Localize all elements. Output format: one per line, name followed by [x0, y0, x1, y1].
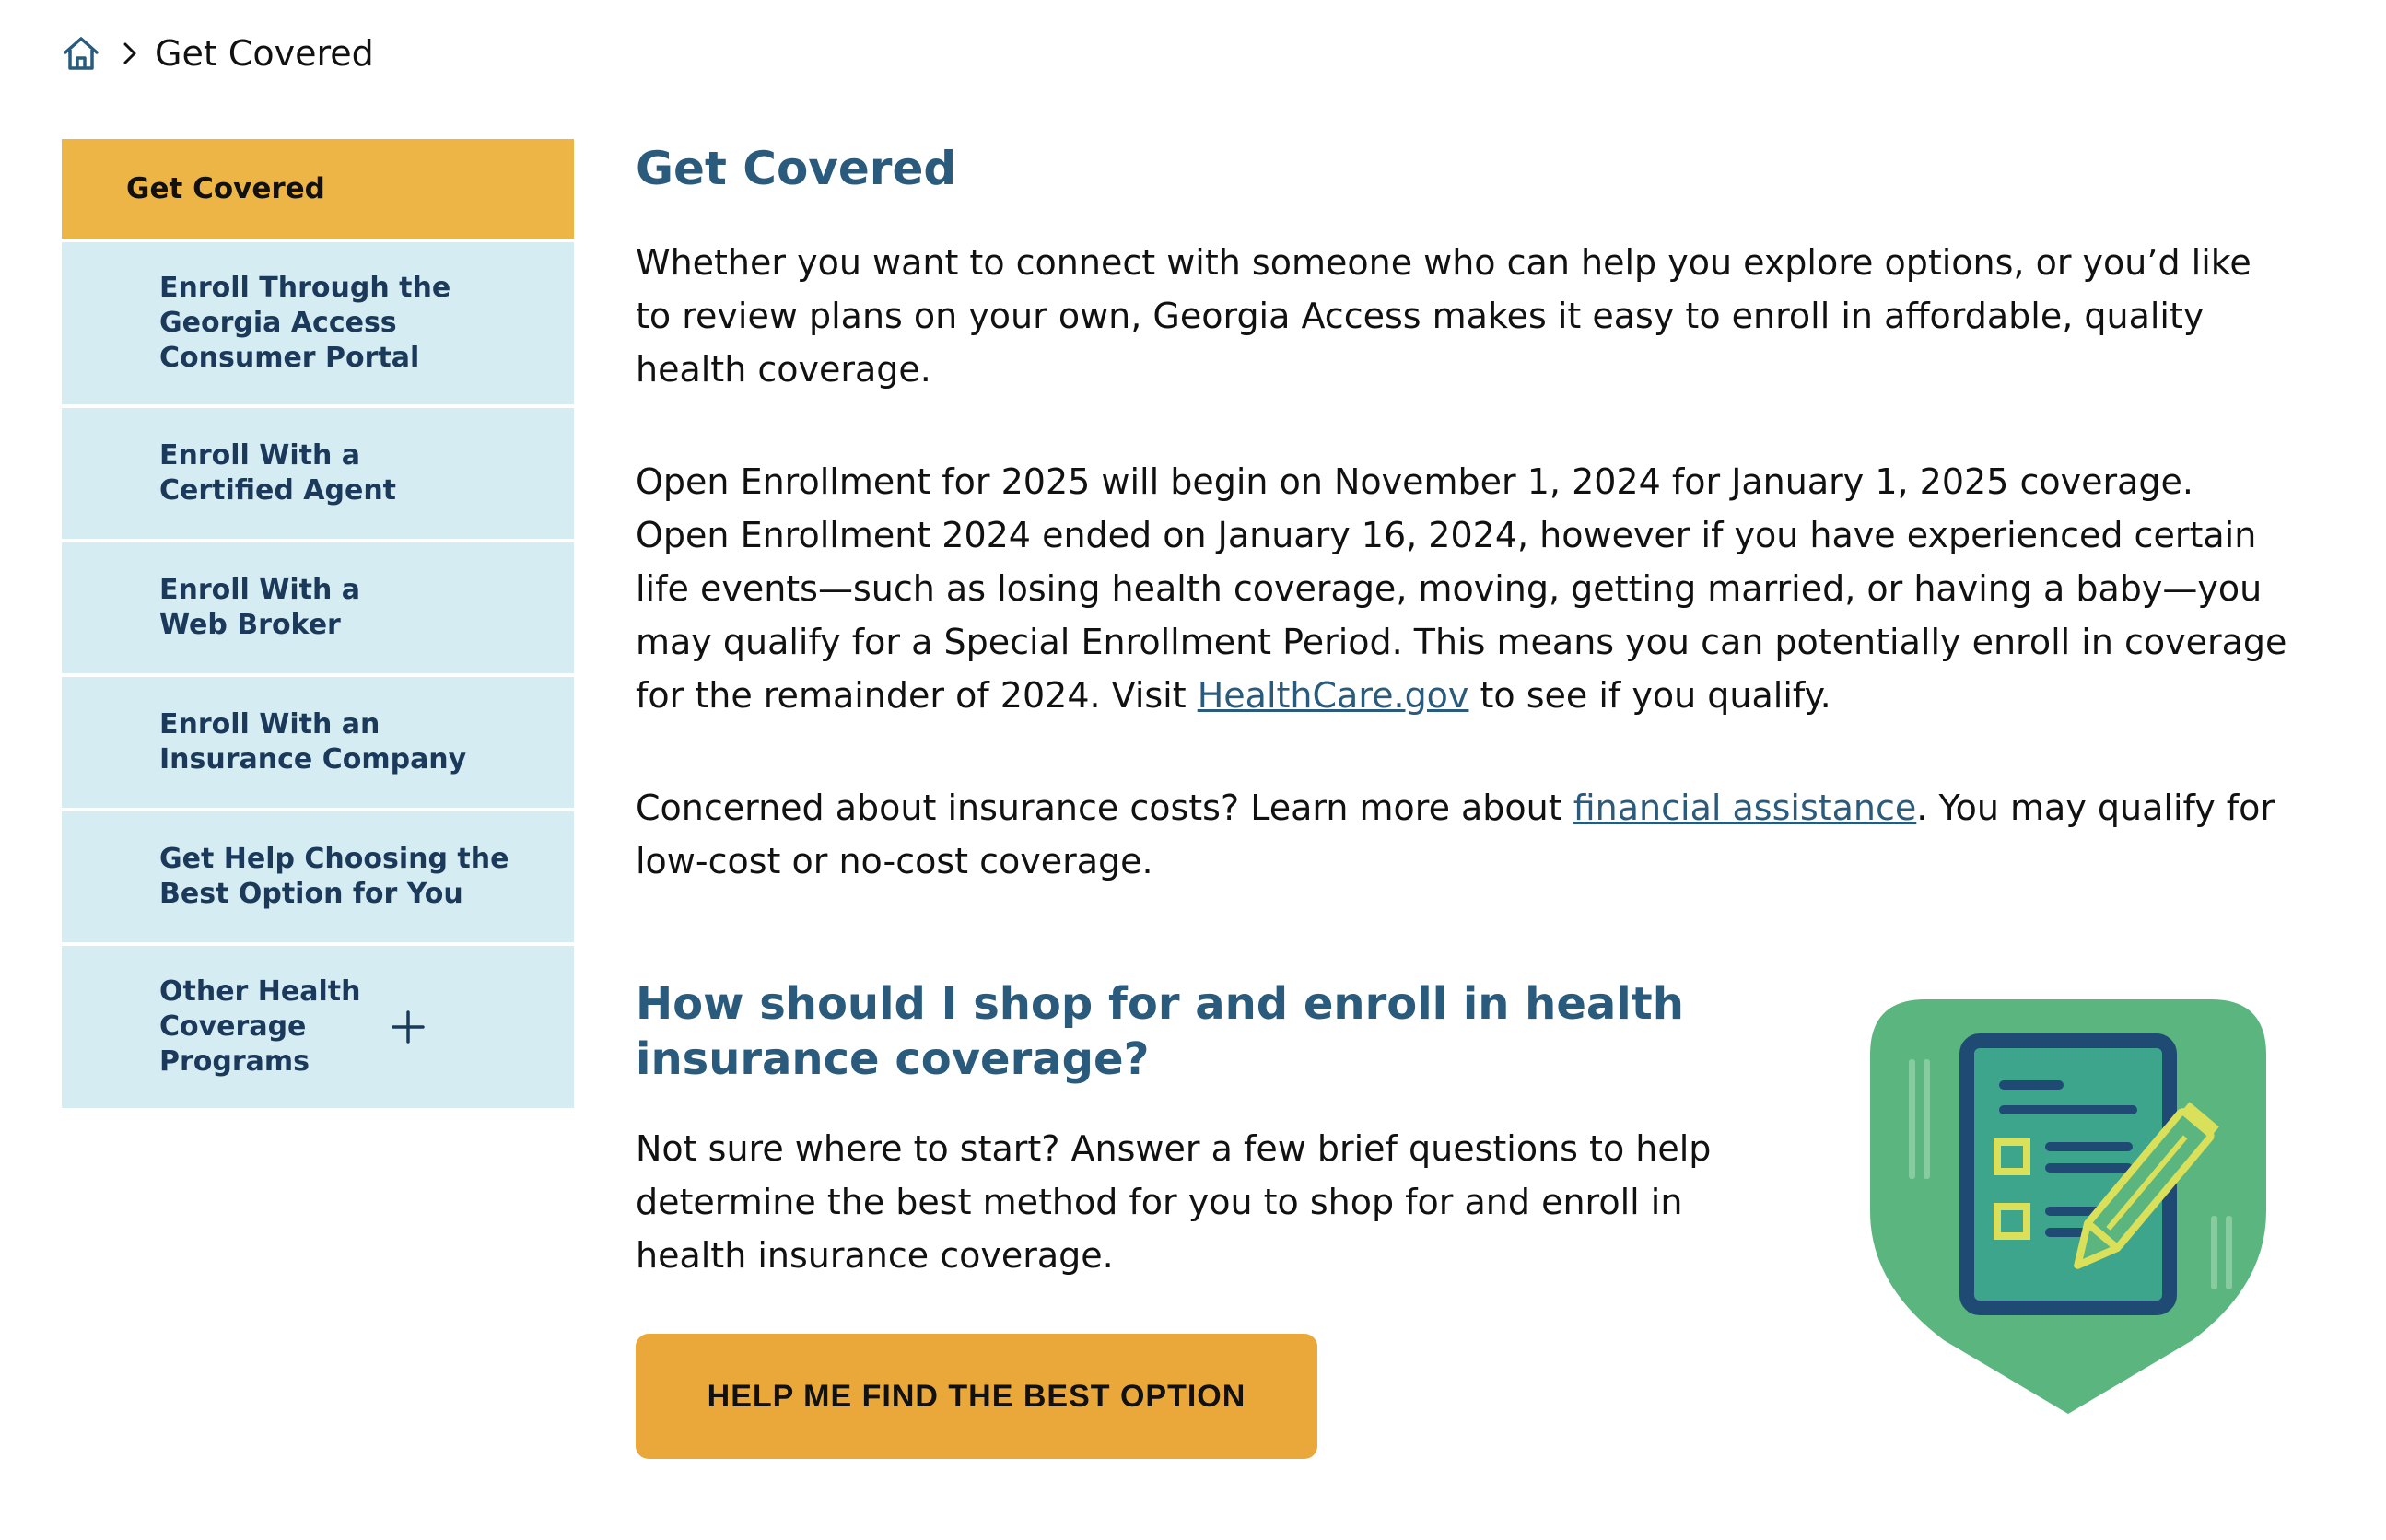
- sidebar-item-best-option[interactable]: [62, 808, 574, 942]
- breadcrumb: [61, 28, 374, 79]
- sidebar-item-label: Get Help Choosing the Best Option for You: [159, 843, 509, 910]
- page-title: Get Covered: [636, 142, 957, 195]
- sidebar-item-insurance-company[interactable]: [62, 673, 574, 808]
- breadcrumb-current: Get Covered: [155, 33, 374, 74]
- financial-assistance-link[interactable]: financial assistance: [1573, 788, 1917, 828]
- sidebar-item-certified-agent[interactable]: [62, 404, 574, 539]
- sidebar-item-consumer-portal[interactable]: [62, 239, 574, 404]
- enrollment-text: Open Enrollment for 2025 will begin on November 1, 2024 for January 1, 2025 coverage. Open Enrollment 2024 ended on January 16, 2024, however if you have experienced certain life events—such as losing health coverage, moving, getting married, or having a baby—you may qualify for a Special Enrollment Period. This means you can potentially enroll in coverage for the remainder of 2024. Visit: [636, 461, 2287, 716]
- sidebar-item-other-programs[interactable]: [62, 942, 574, 1108]
- sidebar-item-label: Enroll Through the Georgia Access Consumer Portal: [159, 272, 451, 374]
- checklist-pencil-icon: [1861, 990, 2275, 1414]
- costs-paragraph: [636, 781, 2294, 888]
- main-content: [636, 138, 2294, 947]
- plus-icon[interactable]: [390, 1009, 427, 1045]
- find-best-option-button[interactable]: HELP ME FIND THE BEST OPTION: [636, 1334, 1317, 1459]
- sidebar-nav: [62, 139, 574, 1108]
- sidebar-header-get-covered[interactable]: Get Covered: [62, 139, 574, 239]
- sidebar-item-label: Enroll With a Certified Agent: [159, 439, 397, 507]
- costs-text: Concerned about insurance costs? Learn more about: [636, 788, 1573, 828]
- sidebar-item-web-broker[interactable]: [62, 539, 574, 673]
- enrollment-text-end: to see if you qualify.: [1468, 675, 1831, 716]
- chevron-right-icon: [118, 40, 142, 67]
- enrollment-paragraph: [636, 455, 2294, 722]
- section-title: How should I shop for and enroll in health insurance coverage?: [636, 978, 1684, 1085]
- sidebar-item-label: Enroll With an Insurance Company: [159, 708, 467, 776]
- intro-paragraph: Whether you want to connect with someone who can help you explore options, or you’d like to review plans on your own, Georgia Access makes it easy to enroll in affordable, quality health coverage.: [636, 242, 2251, 390]
- sidebar-item-label: Other Health Coverage Programs: [159, 975, 361, 1078]
- costs-text-end: . You may qualify for low-cost or no-cost coverage.: [636, 788, 2275, 881]
- home-icon[interactable]: [61, 33, 101, 74]
- healthcare-gov-link[interactable]: HealthCare.gov: [1197, 675, 1469, 716]
- sidebar-item-label: Enroll With a Web Broker: [159, 574, 361, 641]
- section-paragraph: Not sure where to start? Answer a few brief questions to help determine the best method for you to shop for and enroll in health insurance coverage.: [636, 1128, 1712, 1276]
